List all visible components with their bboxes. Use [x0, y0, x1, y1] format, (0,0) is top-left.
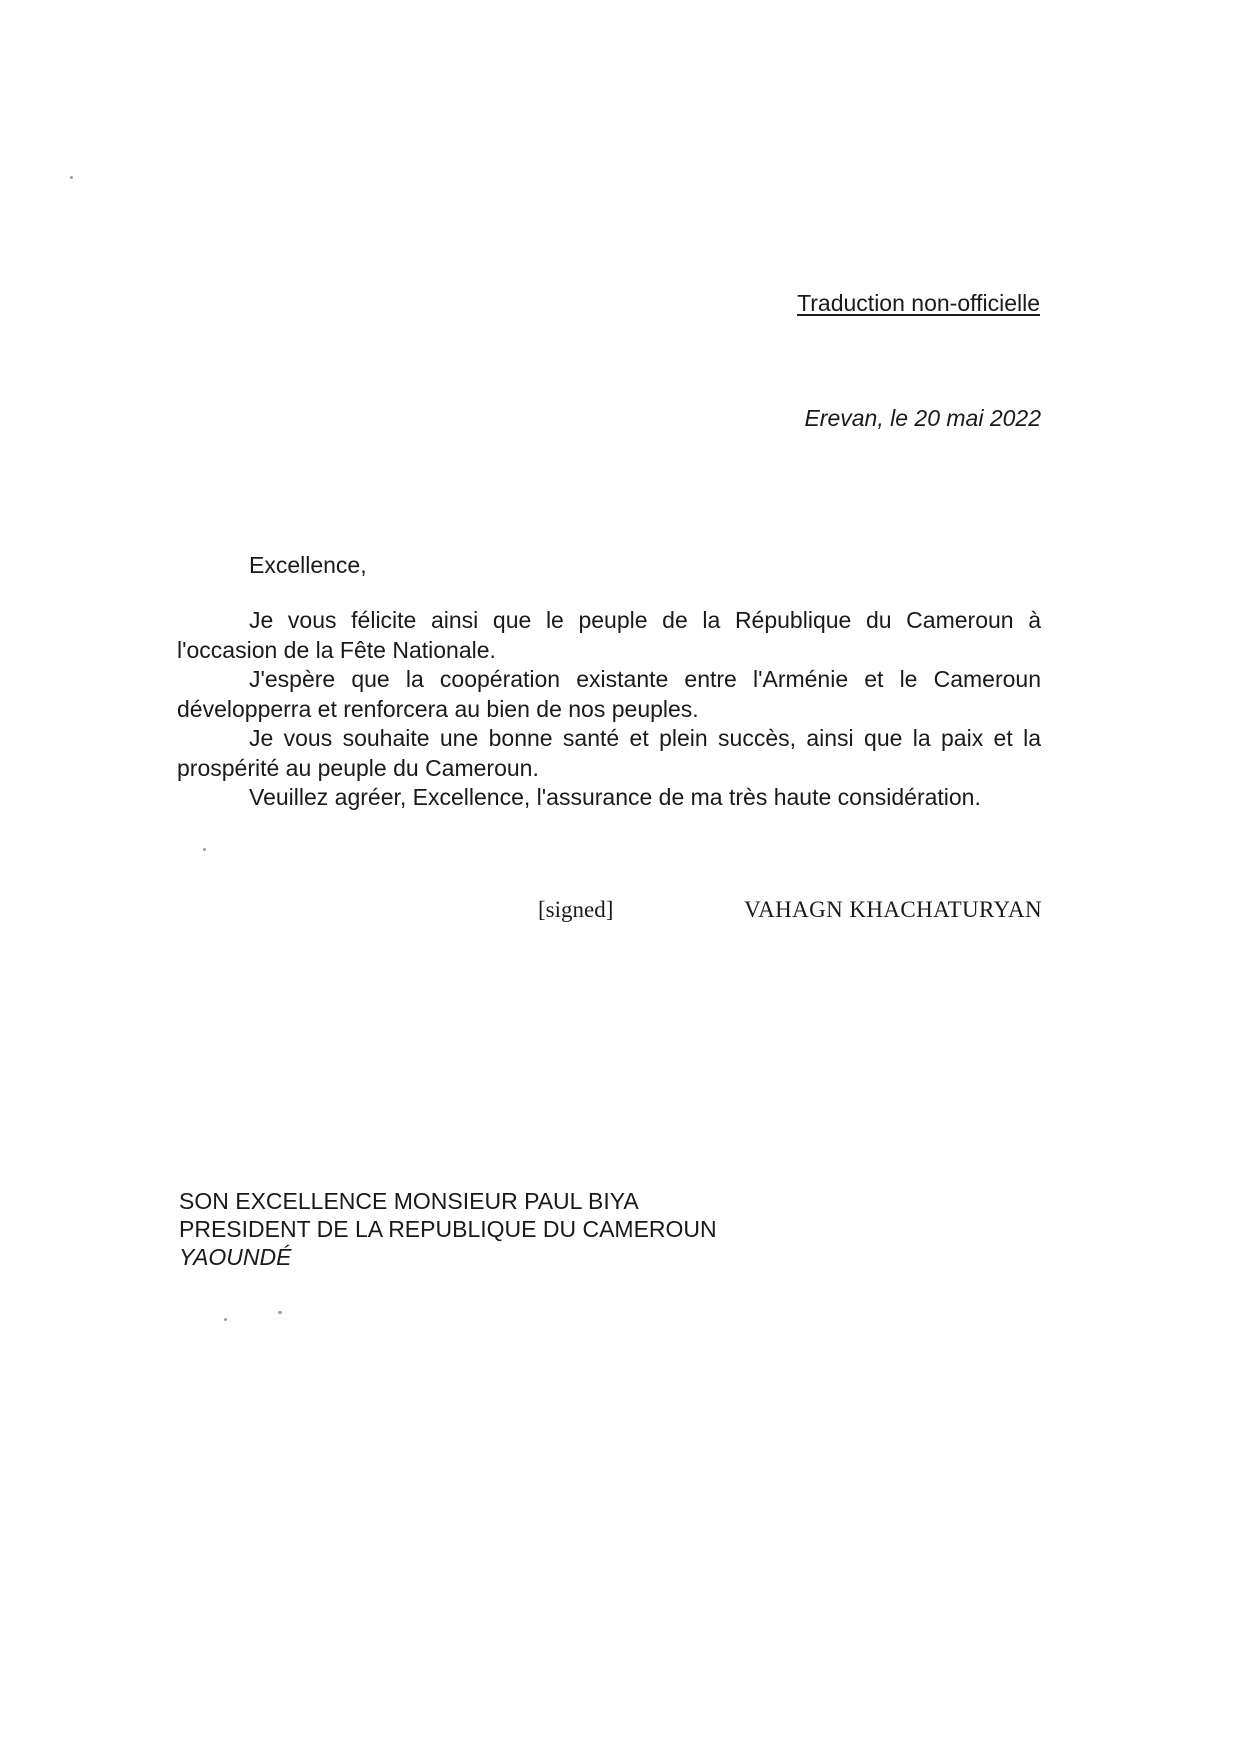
paragraph-cooperation: J'espère que la coopération existante entre l'Arménie et le Cameroun développerra et renforcera au bien de nos peuples. — [177, 666, 1041, 722]
recipient-name: SON EXCELLENCE MONSIEUR PAUL BIYA — [179, 1188, 639, 1214]
recipient-title: PRESIDENT DE LA REPUBLIQUE DU CAMEROUN — [179, 1216, 717, 1242]
signatory-name: VAHAGN KHACHATURYAN — [744, 897, 1042, 922]
scan-speck — [203, 848, 206, 851]
recipient-city: YAOUNDÉ — [179, 1244, 292, 1270]
salutation: Excellence, — [249, 552, 367, 578]
paragraph-closing: Veuillez agréer, Excellence, l'assurance de ma très haute considération. — [249, 784, 981, 810]
recipient-block — [179, 1187, 717, 1271]
paragraph-congratulations: Je vous félicite ainsi que le peuple de la République du Cameroun à l'occasion de la Fête Nationale. — [177, 607, 1041, 663]
paragraph-wishes: Je vous souhaite une bonne santé et plein succès, ainsi que la paix et la prospérité au peuple du Cameroun. — [177, 725, 1041, 781]
letter-body — [177, 606, 1041, 813]
scan-speck — [70, 176, 73, 179]
translation-note: Traduction non-officielle — [797, 290, 1040, 316]
scan-speck — [224, 1318, 227, 1321]
signed-marker: [signed] — [538, 897, 614, 922]
scan-speck — [278, 1311, 282, 1314]
date-line: Erevan, le 20 mai 2022 — [804, 405, 1041, 431]
